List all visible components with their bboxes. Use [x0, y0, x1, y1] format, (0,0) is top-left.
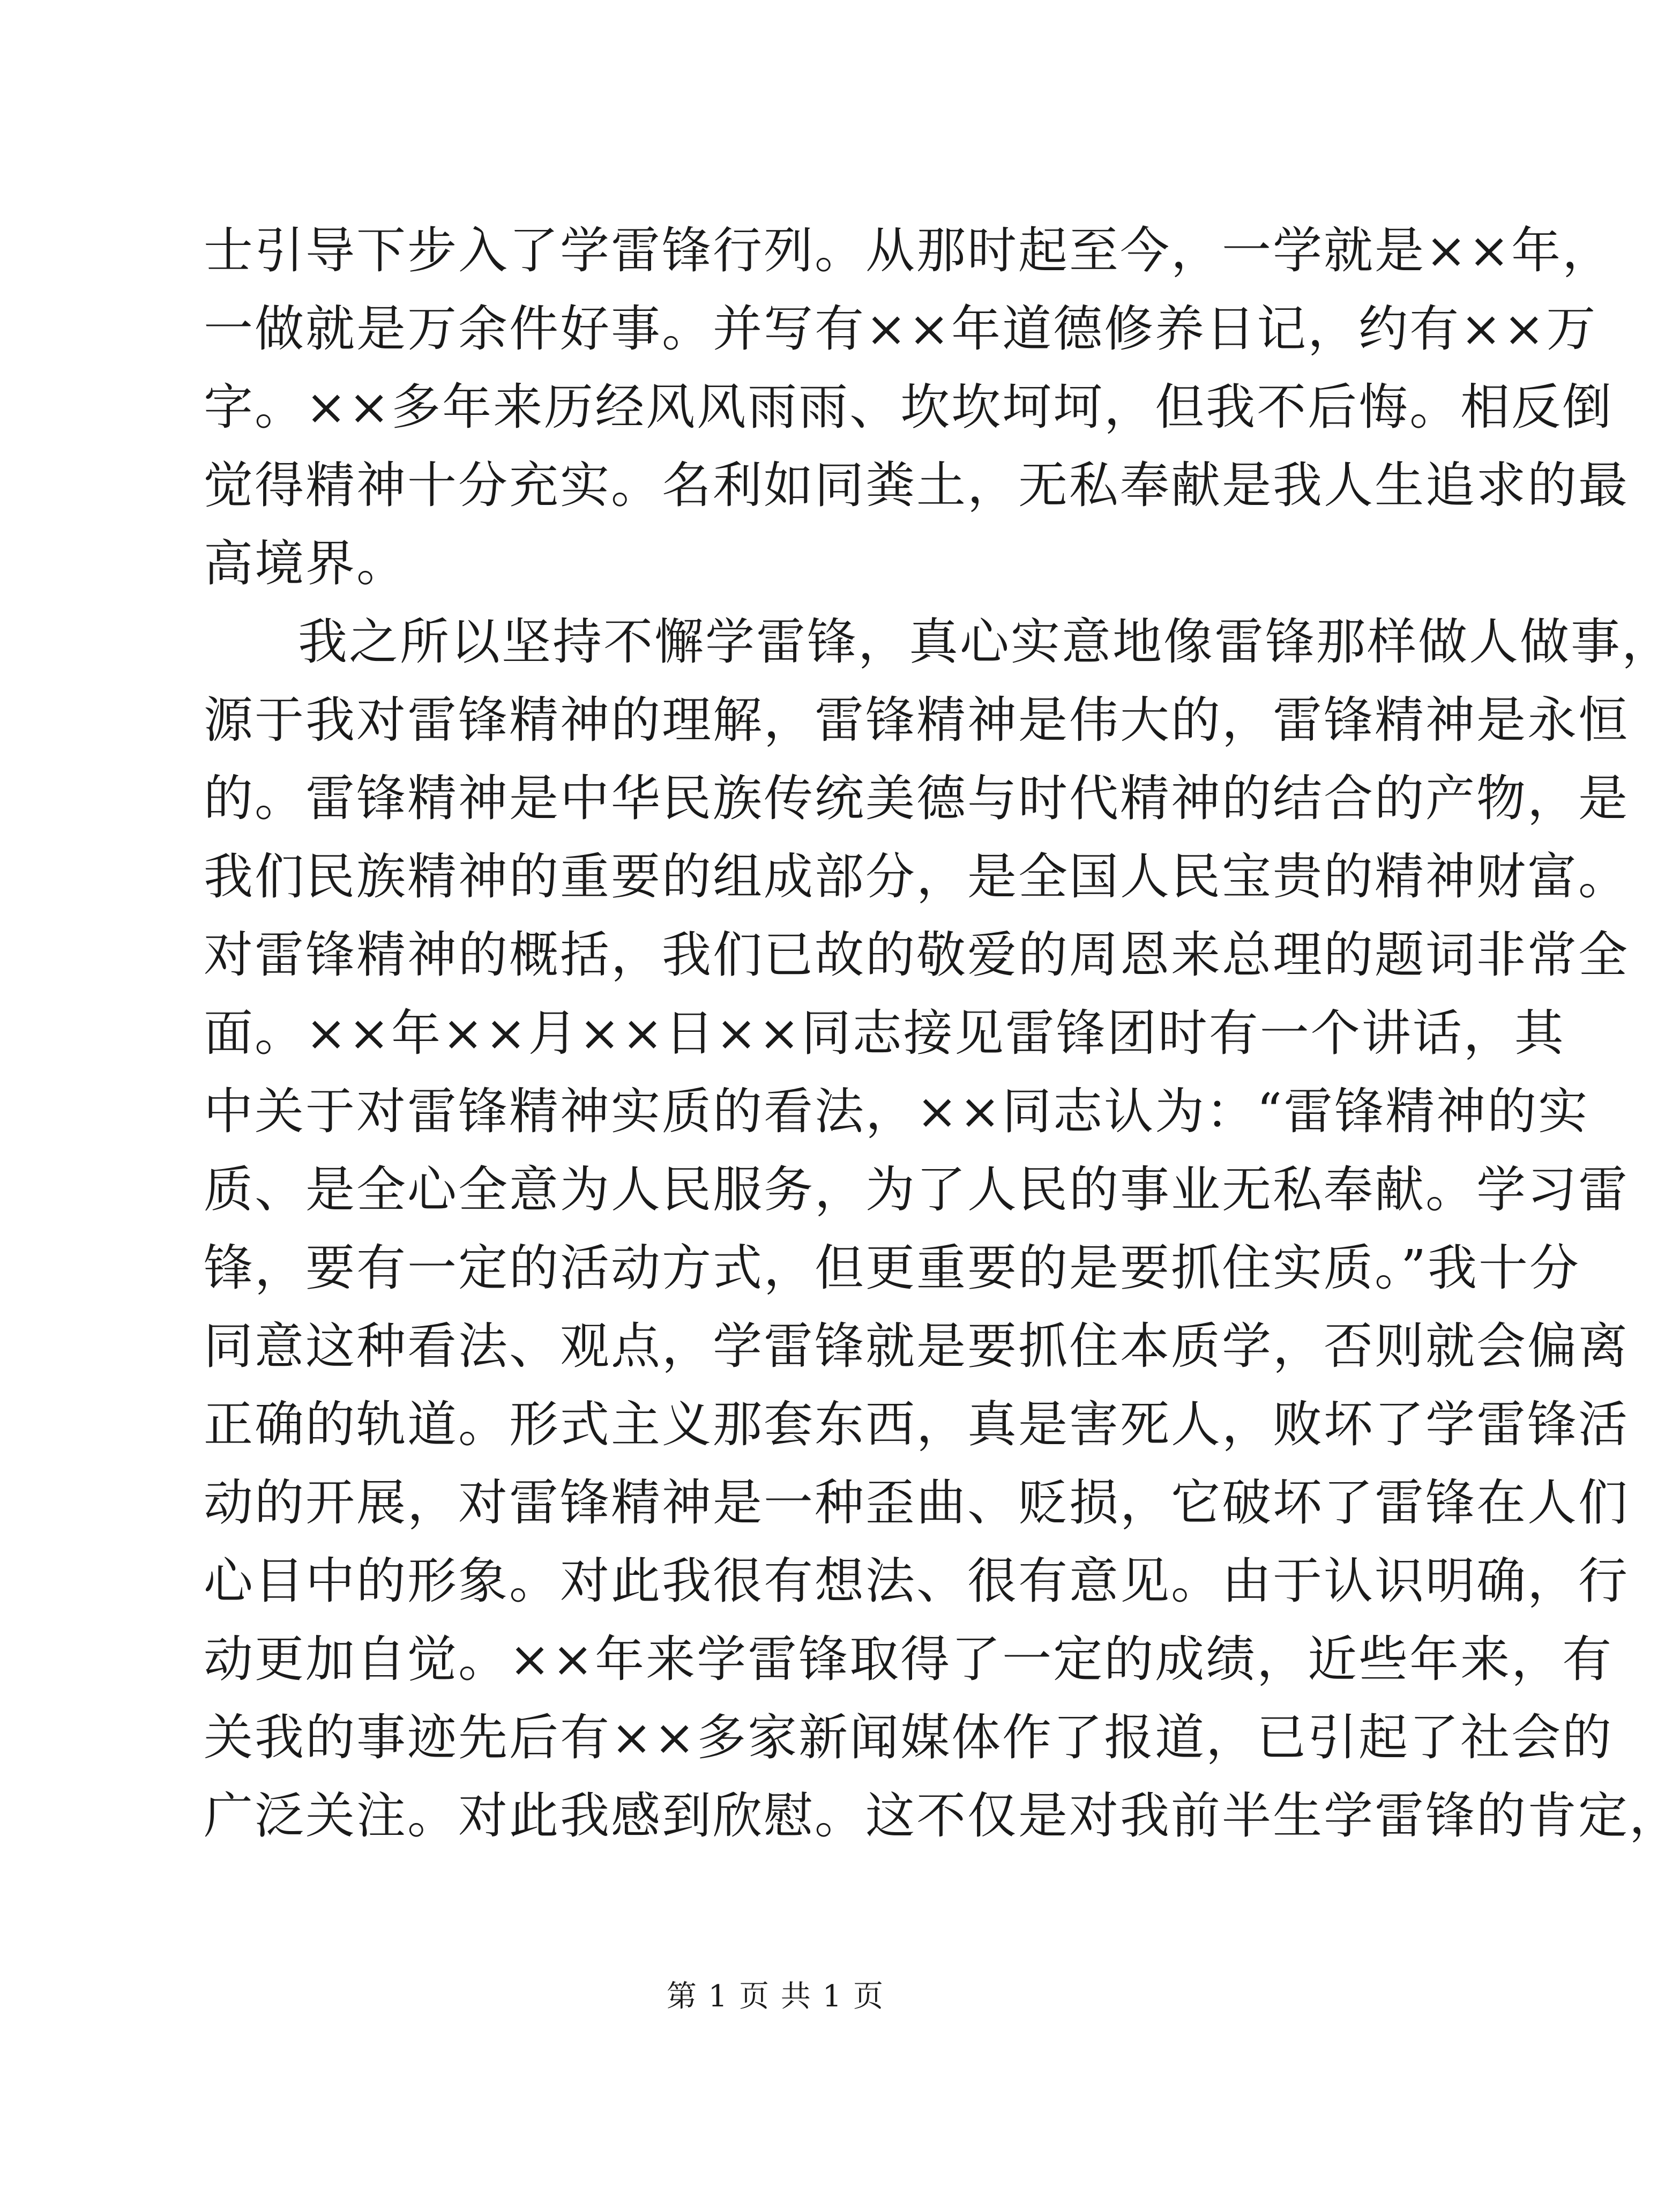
text-line: 面。××年××月××日××同志接见雷锋团时有一个讲话，其: [204, 1005, 1565, 1062]
document-body: [204, 212, 1680, 1855]
page-footer: 第 1 页 共 1 页: [666, 1979, 885, 2014]
text-line: 源于我对雷锋精神的理解，雷锋精神是伟大的，雷锋精神是永恒: [204, 691, 1630, 749]
paragraph-1: [204, 212, 1630, 603]
text-line: 我之所以坚持不懈学雷锋，真心实意地像雷锋那样做人做事，: [298, 613, 1673, 671]
text-line: 质、是全心全意为人民服务，为了人民的事业无私奉献。学习雷: [204, 1161, 1630, 1218]
text-line: 正确的轨道。形式主义那套东西，真是害死人，败坏了学雷锋活: [204, 1396, 1630, 1453]
text-line: 锋，要有一定的活动方式，但更重要的是要抓住实质。”我十分: [204, 1239, 1581, 1297]
text-line: 一做就是万余件好事。并写有××年道德修养日记，约有××万: [204, 300, 1597, 358]
text-line: 动更加自觉。××年来学雷锋取得了一定的成绩，近些年来，有: [204, 1631, 1614, 1688]
text-line: 中关于对雷锋精神实质的看法，××同志认为：“雷锋精神的实: [204, 1083, 1589, 1140]
text-line: 士引导下步入了学雷锋行列。从那时起至今，一学就是××年，: [204, 222, 1614, 279]
text-line: 觉得精神十分充实。名利如同粪土，无私奉献是我人生追求的最: [204, 457, 1630, 514]
text-line: 高境界。: [204, 535, 408, 592]
text-line: 心目中的形象。对此我很有想法、很有意见。由于认识明确，行: [204, 1552, 1630, 1610]
text-line: 的。雷锋精神是中华民族传统美德与时代精神的结合的产物，是: [204, 770, 1630, 827]
text-line: 我们民族精神的重要的组成部分，是全国人民宝贵的精神财富。: [204, 848, 1630, 905]
paragraph-2: [204, 603, 1680, 1855]
text-line: 同意这种看法、观点，学雷锋就是要抓住本质学，否则就会偏离: [204, 1318, 1630, 1375]
text-line: 关我的事迹先后有××多家新闻媒体作了报道，已引起了社会的: [204, 1709, 1614, 1766]
text-line: 广泛关注。对此我感到欣慰。这不仅是对我前半生学雷锋的肯定，: [204, 1787, 1680, 1845]
text-line: 字。××多年来历经风风雨雨、坎坎坷坷，但我不后悔。相反倒: [204, 378, 1614, 436]
text-line: 动的开展，对雷锋精神是一种歪曲、贬损，它破坏了雷锋在人们: [204, 1474, 1630, 1531]
text-line: 对雷锋精神的概括，我们已故的敬爱的周恩来总理的题词非常全: [204, 926, 1630, 984]
